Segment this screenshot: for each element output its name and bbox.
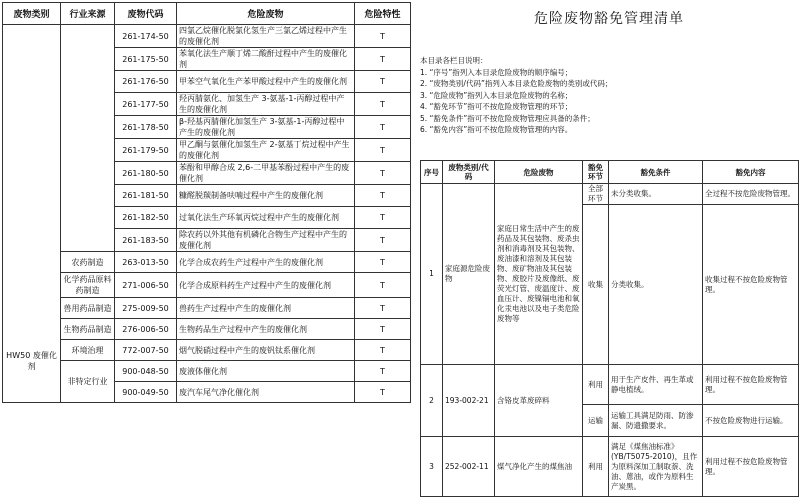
waste-code: 261-179-50 bbox=[115, 139, 177, 162]
serial-number: 1 bbox=[421, 184, 443, 365]
waste-code: 261-177-50 bbox=[115, 93, 177, 116]
waste-description: 烟气脱硝过程中产生的废钒钛系催化剂 bbox=[177, 340, 355, 361]
header-hazard-characteristic: 危险特性 bbox=[355, 3, 411, 25]
waste-description: 家庭日常生活中产生的废药品及其包装物、废杀虫剂和消毒剂及其包装物、废油漆和溶剂及其包装物、废矿物油及其包装物、废胶片及废像纸、废荧光灯管、废温度计、废血压计、废镍镉电池和氧化汞电池以及电子类危险废物等 bbox=[495, 184, 583, 365]
header-industry-source: 行业来源 bbox=[61, 3, 115, 25]
waste-description: 含铬皮革废碎料 bbox=[495, 365, 583, 437]
waste-description: 废汽车尾气净化催化剂 bbox=[177, 382, 355, 403]
hazard-char: T bbox=[355, 229, 411, 252]
serial-number: 3 bbox=[421, 437, 443, 497]
waste-description: 除农药以外其他有机磷化合物生产过程中产生的废催化剂 bbox=[177, 229, 355, 252]
hazard-char: T bbox=[355, 25, 411, 48]
exempt-content: 不按危险废物进行运输。 bbox=[703, 405, 799, 437]
header-hazardous-waste: 危险废物 bbox=[495, 161, 583, 184]
exempt-stage: 全部环节 bbox=[583, 184, 609, 205]
exempt-stage: 利用 bbox=[583, 437, 609, 497]
waste-code: 261-181-50 bbox=[115, 185, 177, 207]
note-line: 1. “序号”指列入本目录危险废物的顺序编号； bbox=[420, 67, 573, 77]
industry-source-cell: 非特定行业 bbox=[61, 361, 115, 403]
waste-category: 193-002-21 bbox=[443, 365, 495, 437]
waste-code: 772-007-50 bbox=[115, 340, 177, 361]
table-row bbox=[421, 437, 799, 497]
exempt-stage: 收集 bbox=[583, 205, 609, 365]
exempt-stage: 利用 bbox=[583, 365, 609, 405]
header-waste-code: 废物代码 bbox=[115, 3, 177, 25]
industry-source-cell: 农药制造 bbox=[61, 252, 115, 273]
waste-description: 甲苯空气氧化生产苯甲酸过程中产生的废催化剂 bbox=[177, 71, 355, 93]
hazard-char: T bbox=[355, 185, 411, 207]
waste-category: 家庭源危险废物 bbox=[443, 184, 495, 365]
waste-description: 过氧化法生产环氧丙烷过程中产生的废催化剂 bbox=[177, 207, 355, 229]
hw50-catalyst-table bbox=[2, 2, 411, 403]
waste-description: 兽药生产过程中产生的废催化剂 bbox=[177, 298, 355, 319]
industry-source-cell bbox=[61, 25, 115, 252]
hazard-char: T bbox=[355, 71, 411, 93]
exempt-condition: 运输工具满足防雨、防渗漏、防遗撒要求。 bbox=[609, 405, 703, 437]
waste-code: 261-183-50 bbox=[115, 229, 177, 252]
exempt-stage: 运输 bbox=[583, 405, 609, 437]
waste-code: 261-180-50 bbox=[115, 162, 177, 185]
header-exempt-condition: 豁免条件 bbox=[609, 161, 703, 184]
waste-code: 261-175-50 bbox=[115, 48, 177, 71]
waste-description: 苯氧化法生产顺丁烯二酸酐过程中产生的废催化剂 bbox=[177, 48, 355, 71]
page-title: 危险废物豁免管理清单 bbox=[534, 11, 684, 27]
hazard-char: T bbox=[355, 93, 411, 116]
waste-code: 261-174-50 bbox=[115, 25, 177, 48]
industry-source-cell: 生物药品制造 bbox=[61, 319, 115, 340]
exempt-condition: 未分类收集。 bbox=[609, 184, 703, 205]
exempt-content: 收集过程不按危险废物管理。 bbox=[703, 205, 799, 365]
exempt-content: 利用过程不按危险废物管理。 bbox=[703, 365, 799, 405]
column-notes bbox=[420, 55, 798, 136]
waste-category-cell: HW50 废催化剂 bbox=[3, 25, 61, 403]
waste-description: 糠醛脱羰制备呋喃过程中产生的废催化剂 bbox=[177, 185, 355, 207]
hazard-char: T bbox=[355, 162, 411, 185]
waste-description: 四氯乙烷催化脱氯化氢生产三氯乙烯过程中产生的废催化剂 bbox=[177, 25, 355, 48]
waste-code: 263-013-50 bbox=[115, 252, 177, 273]
waste-code: 261-176-50 bbox=[115, 71, 177, 93]
table-row bbox=[3, 361, 411, 382]
waste-description: 化学合成原料药生产过程中产生的废催化剂 bbox=[177, 273, 355, 298]
hazardous-waste-list-table-panel bbox=[2, 2, 410, 403]
note-line: 2. “废物类别/代码”指列入本目录危险废物的类别或代码； bbox=[420, 79, 613, 88]
hazard-char: T bbox=[355, 48, 411, 71]
note-line: 6. “豁免内容”指可不按危险废物管理的内容。 bbox=[420, 125, 573, 134]
waste-code: 275-009-50 bbox=[115, 298, 177, 319]
hazard-char: T bbox=[355, 273, 411, 298]
table-row bbox=[3, 340, 411, 361]
waste-description: β-羟基丙腈催化加氢生产 3-氨基-1-丙醇过程中产生的废催化剂 bbox=[177, 116, 355, 139]
exempt-condition: 用于生产皮件、再生革或静电植绒。 bbox=[609, 365, 703, 405]
header-hazardous-waste: 危险废物 bbox=[177, 3, 355, 25]
header-serial: 序号 bbox=[421, 161, 443, 184]
industry-source-cell: 环境治理 bbox=[61, 340, 115, 361]
note-line: 4. “豁免环节”指可不按危险废物管理的环节； bbox=[420, 102, 573, 111]
note-line: 本目录各栏目说明： bbox=[420, 56, 488, 65]
waste-description: 生物药品生产过程中产生的废催化剂 bbox=[177, 319, 355, 340]
note-line: 3. “危险废物”指列入本目录危险废物的名称； bbox=[420, 90, 573, 100]
waste-code: 261-182-50 bbox=[115, 207, 177, 229]
table-row bbox=[3, 273, 411, 298]
note-line: 5. “豁免条件”指可不按危险废物管理应具备的条件； bbox=[420, 113, 595, 123]
hazard-char: T bbox=[355, 361, 411, 382]
hazard-char: T bbox=[355, 382, 411, 403]
exempt-content: 全过程不按危险废物管理。 bbox=[703, 184, 799, 205]
exemption-table bbox=[420, 160, 799, 497]
hazard-char: T bbox=[355, 298, 411, 319]
table-row bbox=[3, 25, 411, 48]
waste-description: 甲乙酮与氨催化加氢生产 2-氨基丁烷过程中产生的废催化剂 bbox=[177, 139, 355, 162]
waste-description: 化学合成农药生产过程中产生的废催化剂 bbox=[177, 252, 355, 273]
industry-source-cell: 兽用药品制造 bbox=[61, 298, 115, 319]
table-row bbox=[3, 298, 411, 319]
exempt-condition: 分类收集。 bbox=[609, 205, 703, 365]
header-category-code: 废物类别/代码 bbox=[443, 161, 495, 184]
exempt-condition: 满足《煤焦油标准》(YB/T5075-2010)，且作为原料深加工制取萘、洗油、蒽油，或作为原料生产炭黑。 bbox=[609, 437, 703, 497]
hazard-char: T bbox=[355, 116, 411, 139]
waste-description: 煤气净化产生的煤焦油 bbox=[495, 437, 583, 497]
waste-code: 271-006-50 bbox=[115, 273, 177, 298]
hazard-char: T bbox=[355, 207, 411, 229]
waste-description: 羟丙腈氨化、加氢生产 3-氨基-1-丙醇过程中产生的废催化剂 bbox=[177, 93, 355, 116]
table-header-row bbox=[3, 3, 411, 25]
waste-description: 苯酚和甲醇合成 2,6-二甲基苯酚过程中产生的废催化剂 bbox=[177, 162, 355, 185]
hazard-char: T bbox=[355, 340, 411, 361]
table-row bbox=[3, 319, 411, 340]
waste-description: 废液体催化剂 bbox=[177, 361, 355, 382]
table-row bbox=[3, 252, 411, 273]
waste-code: 900-048-50 bbox=[115, 361, 177, 382]
industry-source-cell: 化学药品原料药制造 bbox=[61, 273, 115, 298]
header-exempt-stage: 豁免环节 bbox=[583, 161, 609, 184]
waste-code: 276-006-50 bbox=[115, 319, 177, 340]
hazard-char: T bbox=[355, 319, 411, 340]
waste-code: 900-049-50 bbox=[115, 382, 177, 403]
header-waste-category: 废物类别 bbox=[3, 3, 61, 25]
hazard-char: T bbox=[355, 252, 411, 273]
exempt-content: 利用过程不按危险废物管理。 bbox=[703, 437, 799, 497]
header-exempt-content: 豁免内容 bbox=[703, 161, 799, 184]
waste-category: 252-002-11 bbox=[443, 437, 495, 497]
waste-code: 261-178-50 bbox=[115, 116, 177, 139]
table-row bbox=[421, 184, 799, 205]
table-header-row bbox=[421, 161, 799, 184]
table-row bbox=[421, 365, 799, 405]
serial-number: 2 bbox=[421, 365, 443, 437]
hazard-char: T bbox=[355, 139, 411, 162]
